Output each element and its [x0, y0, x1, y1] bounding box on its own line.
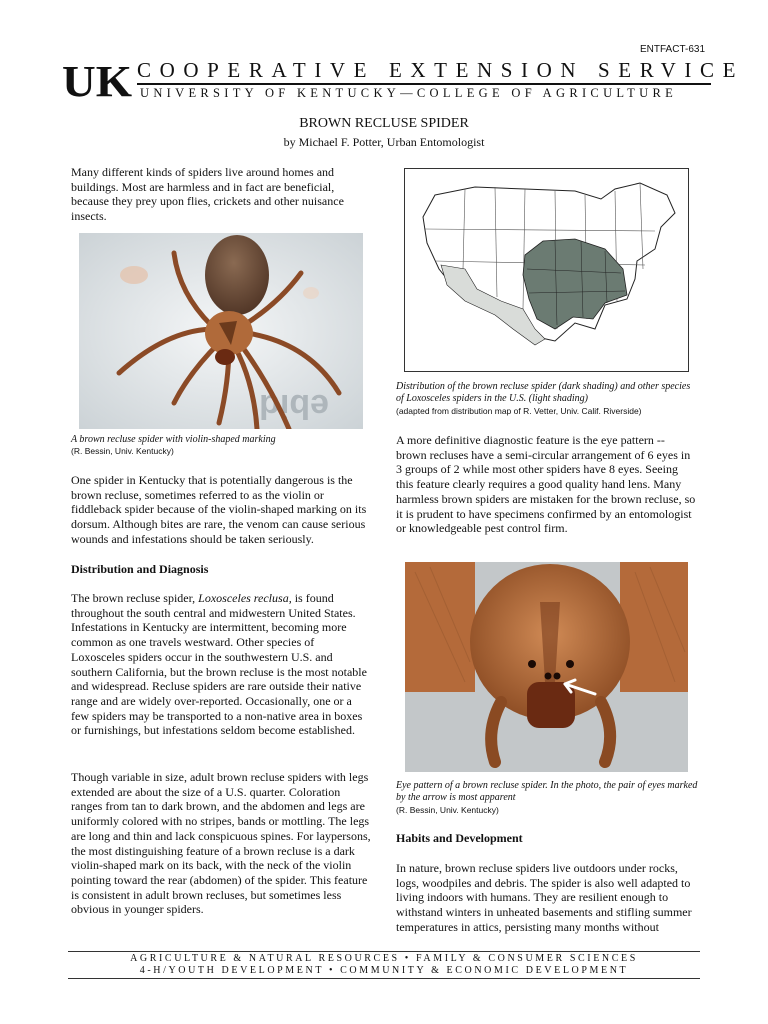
footer-line-1: AGRICULTURE & NATURAL RESOURCES • FAMILY & CONSUMER SCIENCES	[130, 953, 638, 964]
map-credit: (adapted from distribution map of R. Vetter, Univ. Calif. Riverside)	[396, 406, 642, 416]
photo-label-text: ebid	[259, 387, 329, 425]
paragraph-size: Though variable in size, adult brown recluse spiders with legs extended are about the size of a U.S. quarter. Coloration ranges from tan to dark brown, and the abdomen and legs are uniformly colored with no stripes, bands or mottling. The legs are long and thin and lack conspicuous spines. For laypersons, the most distinguishing feature of a brown recluse is a dark violin-shaped mark on its back, with the neck of the violin pointing toward the rear (abdomen) of the spider. This feature is consistent in adult brown recluses, but sometimes less obvious in younger spiders.	[71, 770, 371, 917]
paragraph-eye-pattern: A more definitive diagnostic feature is the eye pattern -- brown recluses have a semi-circular arrangement of 6 eyes in 3 groups of 2 while most other spiders have 8 eyes. Seeing this feature clearly requires a good quality hand lens. Many harmless brown spiders are mistaken for the brown recluse, so it is prudent to have specimens confirmed by an entomologist or knowledgeable pest control firm.	[396, 433, 696, 536]
service-name: COOPERATIVE EXTENSION SERVICE	[137, 58, 745, 82]
paragraph-distribution	[71, 591, 371, 738]
byline: by Michael F. Potter, Urban Entomologist	[283, 135, 485, 149]
heading-habits: Habits and Development	[396, 831, 523, 845]
footer-rule-bottom	[68, 978, 700, 979]
map-caption: Distribution of the brown recluse spider (dark shading) and other species of Loxosceles spiders in the U.S. (light shading)	[396, 381, 691, 404]
header-rule	[137, 83, 711, 85]
paragraph-habits: In nature, brown recluse spiders live outdoors under rocks, logs, woodpiles and debris. The spider is also well adapted to living indoors with humans. They are resilient enough to withstand winters in unheated basements and stifling summer temperatures in attics, persisting many months without	[396, 861, 692, 934]
footer-rule-top	[68, 951, 700, 952]
heading-distribution: Distribution and Diagnosis	[71, 562, 209, 576]
eye-pattern-photo	[405, 562, 688, 772]
spider-photo	[79, 233, 363, 429]
uk-logo-text: UK	[62, 60, 132, 100]
document-id: ENTFACT-631	[640, 44, 706, 55]
text-run: The brown recluse spider,	[71, 591, 199, 605]
footer-line-2: 4-H/YOUTH DEVELOPMENT • COMMUNITY & ECONOMIC DEVELOPMENT	[139, 965, 629, 976]
species-name: Loxosceles reclusa,	[198, 591, 292, 605]
page-title: BROWN RECLUSE SPIDER	[299, 116, 469, 131]
intro-paragraph: Many different kinds of spiders live around homes and buildings. Most are harmless and in fact are beneficial, because they prey upon flies, crickets and other nuisance insects.	[71, 165, 344, 224]
uk-logo	[62, 60, 134, 100]
photo1-credit: (R. Bessin, Univ. Kentucky)	[71, 446, 174, 456]
photo2-credit: (R. Bessin, Univ. Kentucky)	[396, 805, 499, 815]
photo2-caption: Eye pattern of a brown recluse spider. In the photo, the pair of eyes marked by the arrow is most apparent	[396, 780, 698, 803]
distribution-map	[404, 168, 689, 372]
photo1-caption: A brown recluse spider with violin-shaped marking	[71, 434, 276, 445]
paragraph-violin: One spider in Kentucky that is potentially dangerous is the brown recluse, sometimes referred to as the violin or fiddleback spider because of the violin-shaped marking on its dorsum. Although bites are rare, the venom can cause serious wounds and infestations should be taken seriously.	[71, 473, 367, 546]
text-run: is found throughout the south central and midwestern United States. Infestations in Kentucky are intermittent, becoming more common as one travels westward. Other species of Loxosceles spiders occur in the southwestern U.S. and southern California, but the brown recluse is the most notable and widespread. Recluse spiders are rare outside their native range and are widely over-reported. Occasionally, one or a few spiders may be transported to a non-native area in boxes or furnishings, but infestations seldom become established.	[71, 591, 367, 738]
university-name: UNIVERSITY OF KENTUCKY—COLLEGE OF AGRICULTURE	[140, 86, 678, 100]
